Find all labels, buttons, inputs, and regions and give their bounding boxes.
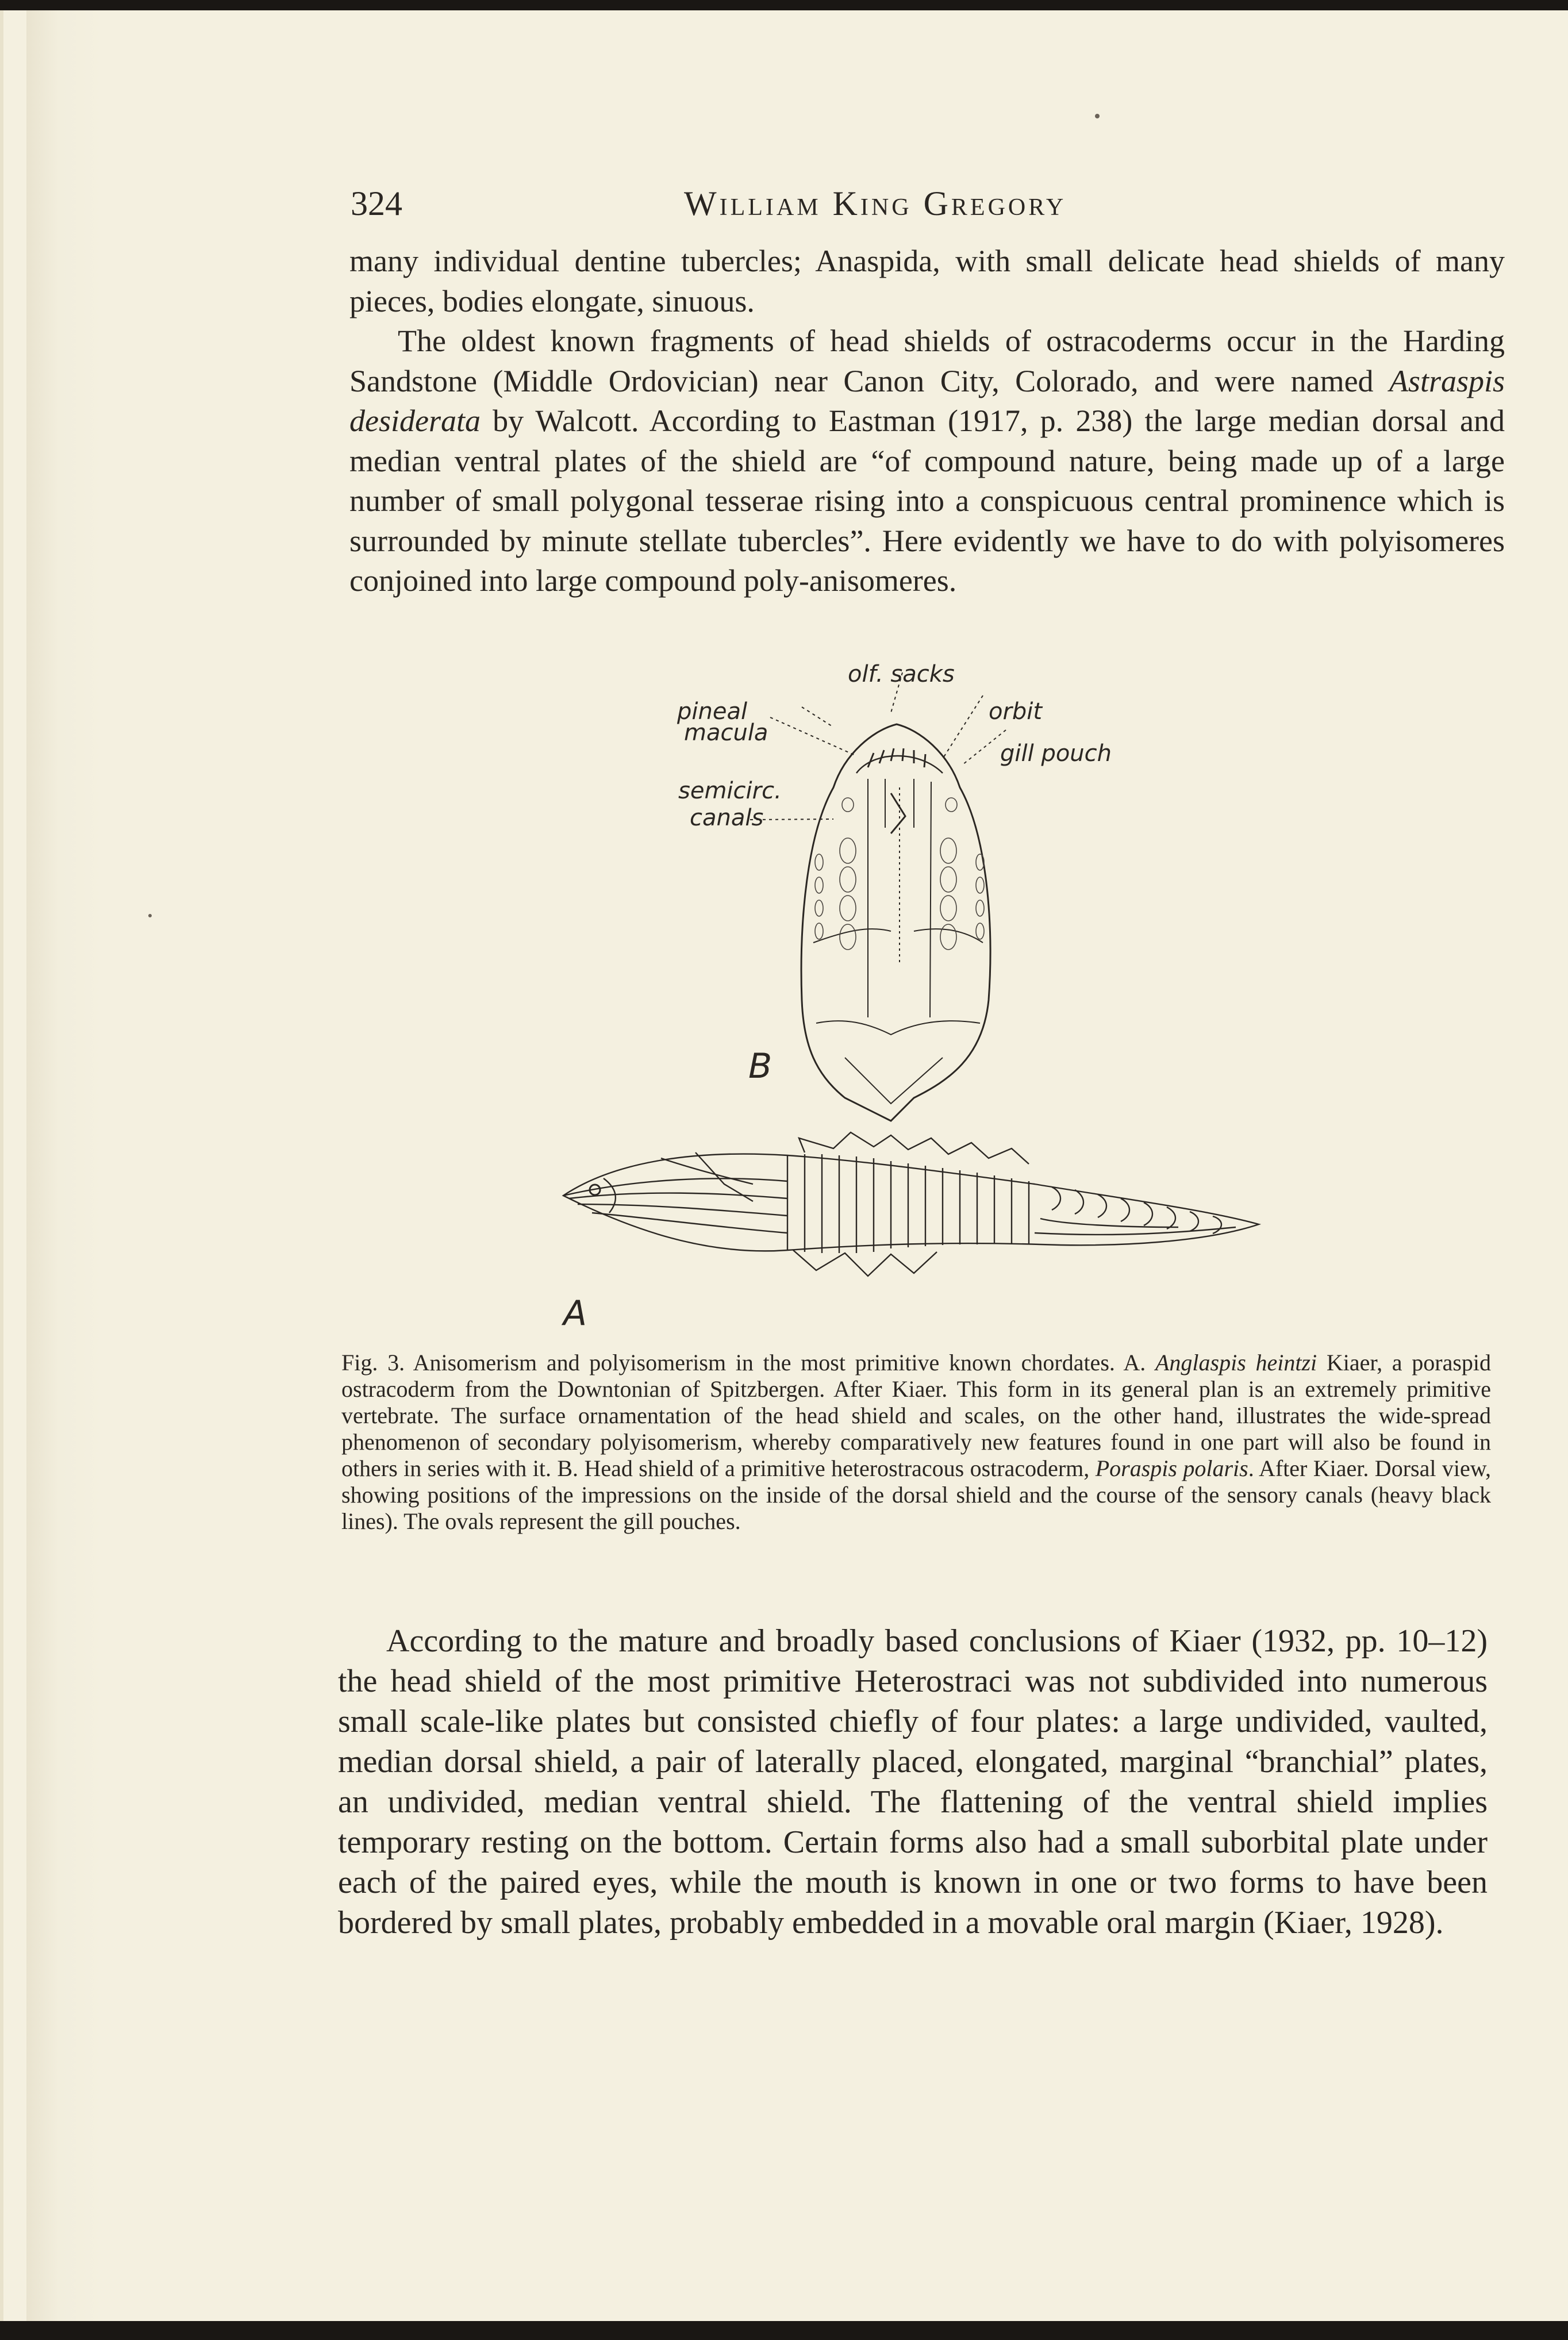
- label-canals: canals: [690, 805, 764, 831]
- figure-drawing: [546, 644, 1293, 1334]
- page-header: [351, 184, 1506, 230]
- species-name-anglaspis: Anglaspis heintzi: [1155, 1350, 1317, 1375]
- page-binding-edge: [26, 10, 107, 2321]
- page-number: 324: [351, 185, 402, 222]
- body-text-top: [349, 241, 1505, 601]
- paragraph-1: many individual dentine tubercles; Anaspida, with small delicate head shields of many pieces, bodies elongate, sinuous.: [349, 244, 1505, 318]
- running-head: William King Gregory: [684, 185, 1067, 222]
- figure-3: [546, 644, 1293, 1334]
- paragraph-3: According to the mature and broadly based conclusions of Kiaer (1932, pp. 10–12) the head shield of the most primitive Heterostraci was not subdivided into numerous small scale-like plates but consisted chiefly of four plates: a large undivided, vaulted, median dorsal shield, a pair of laterally placed, elongated, marginal “branchial” plates, an undivided, median ventral shield. The flattening of the ventral shield implies temporary resting on the bottom. Certain forms also had a small suborbital plate under each of the paired eyes, while the mouth is known in one or two forms to have been bordered by small plates, probably embedded in a movable oral margin (Kiaer, 1928).: [338, 1623, 1488, 1941]
- caption-text-1: Fig. 3. Anisomerism and polyisomerism in the most primitive known chordates. A.: [341, 1350, 1155, 1375]
- label-gill-pouch: gill pouch: [1000, 740, 1112, 767]
- page-speck: [148, 914, 152, 917]
- fish-a-drawing: [563, 1132, 1259, 1276]
- label-semicirc: semicirc.: [678, 778, 782, 804]
- leader-lines: [750, 673, 1006, 820]
- label-figure-b: B: [748, 1046, 773, 1086]
- species-name-poraspis: Poraspis polaris: [1095, 1455, 1248, 1481]
- species-name-astraspis: Astraspis desiderata: [349, 363, 1505, 438]
- caption-text-2: Kiaer, a poraspid ostracoderm from the Downtonian of Spitzbergen. After Kiaer. This form in its general plan is an extremely primitive vertebrate. The surface ornamentation of the head shield and scales, on the other hand, illustrates the wide-spread phenomenon of secondary polyisomerism, whereby comparatively new features found in one part will also be found in others in series with it. B. Head shield of a primitive heterostracous ostracoderm,: [341, 1350, 1492, 1481]
- label-macula: macula: [684, 720, 768, 746]
- label-orbit: orbit: [989, 698, 1043, 725]
- label-pineal: pineal: [677, 698, 748, 725]
- paragraph-2: [349, 321, 1505, 601]
- paragraph-2-text-a: The oldest known fragments of head shields of ostracoderms occur in the Harding Sandstone (Middle Ordovician) near Canon City, Colorado, and were named: [349, 324, 1505, 398]
- label-olf-sacks: olf. sacks: [848, 661, 955, 687]
- label-figure-a: A: [563, 1293, 587, 1334]
- head-shield-b-drawing: [801, 724, 990, 1121]
- paragraph-2-text-b: by Walcott. According to Eastman (1917, p. 238) the large median dorsal and median ventral plates of the shield are “of compound nature, being made up of a large number of small polygonal tesserae rising into a conspicuous central prominence which is surrounded by minute stellate tubercles”. Here evidently we have to do with polyisomeres conjoined into large compound poly-anisomeres.: [349, 404, 1505, 598]
- figure-caption: [341, 1350, 1491, 1535]
- page-speck: [1095, 114, 1100, 118]
- caption-text-3: . After Kiaer. Dorsal view, showing positions of the impressions on the inside of the dorsal shield and the course of the sensory canals (heavy black lines). The ovals represent the gill pouches.: [341, 1455, 1492, 1534]
